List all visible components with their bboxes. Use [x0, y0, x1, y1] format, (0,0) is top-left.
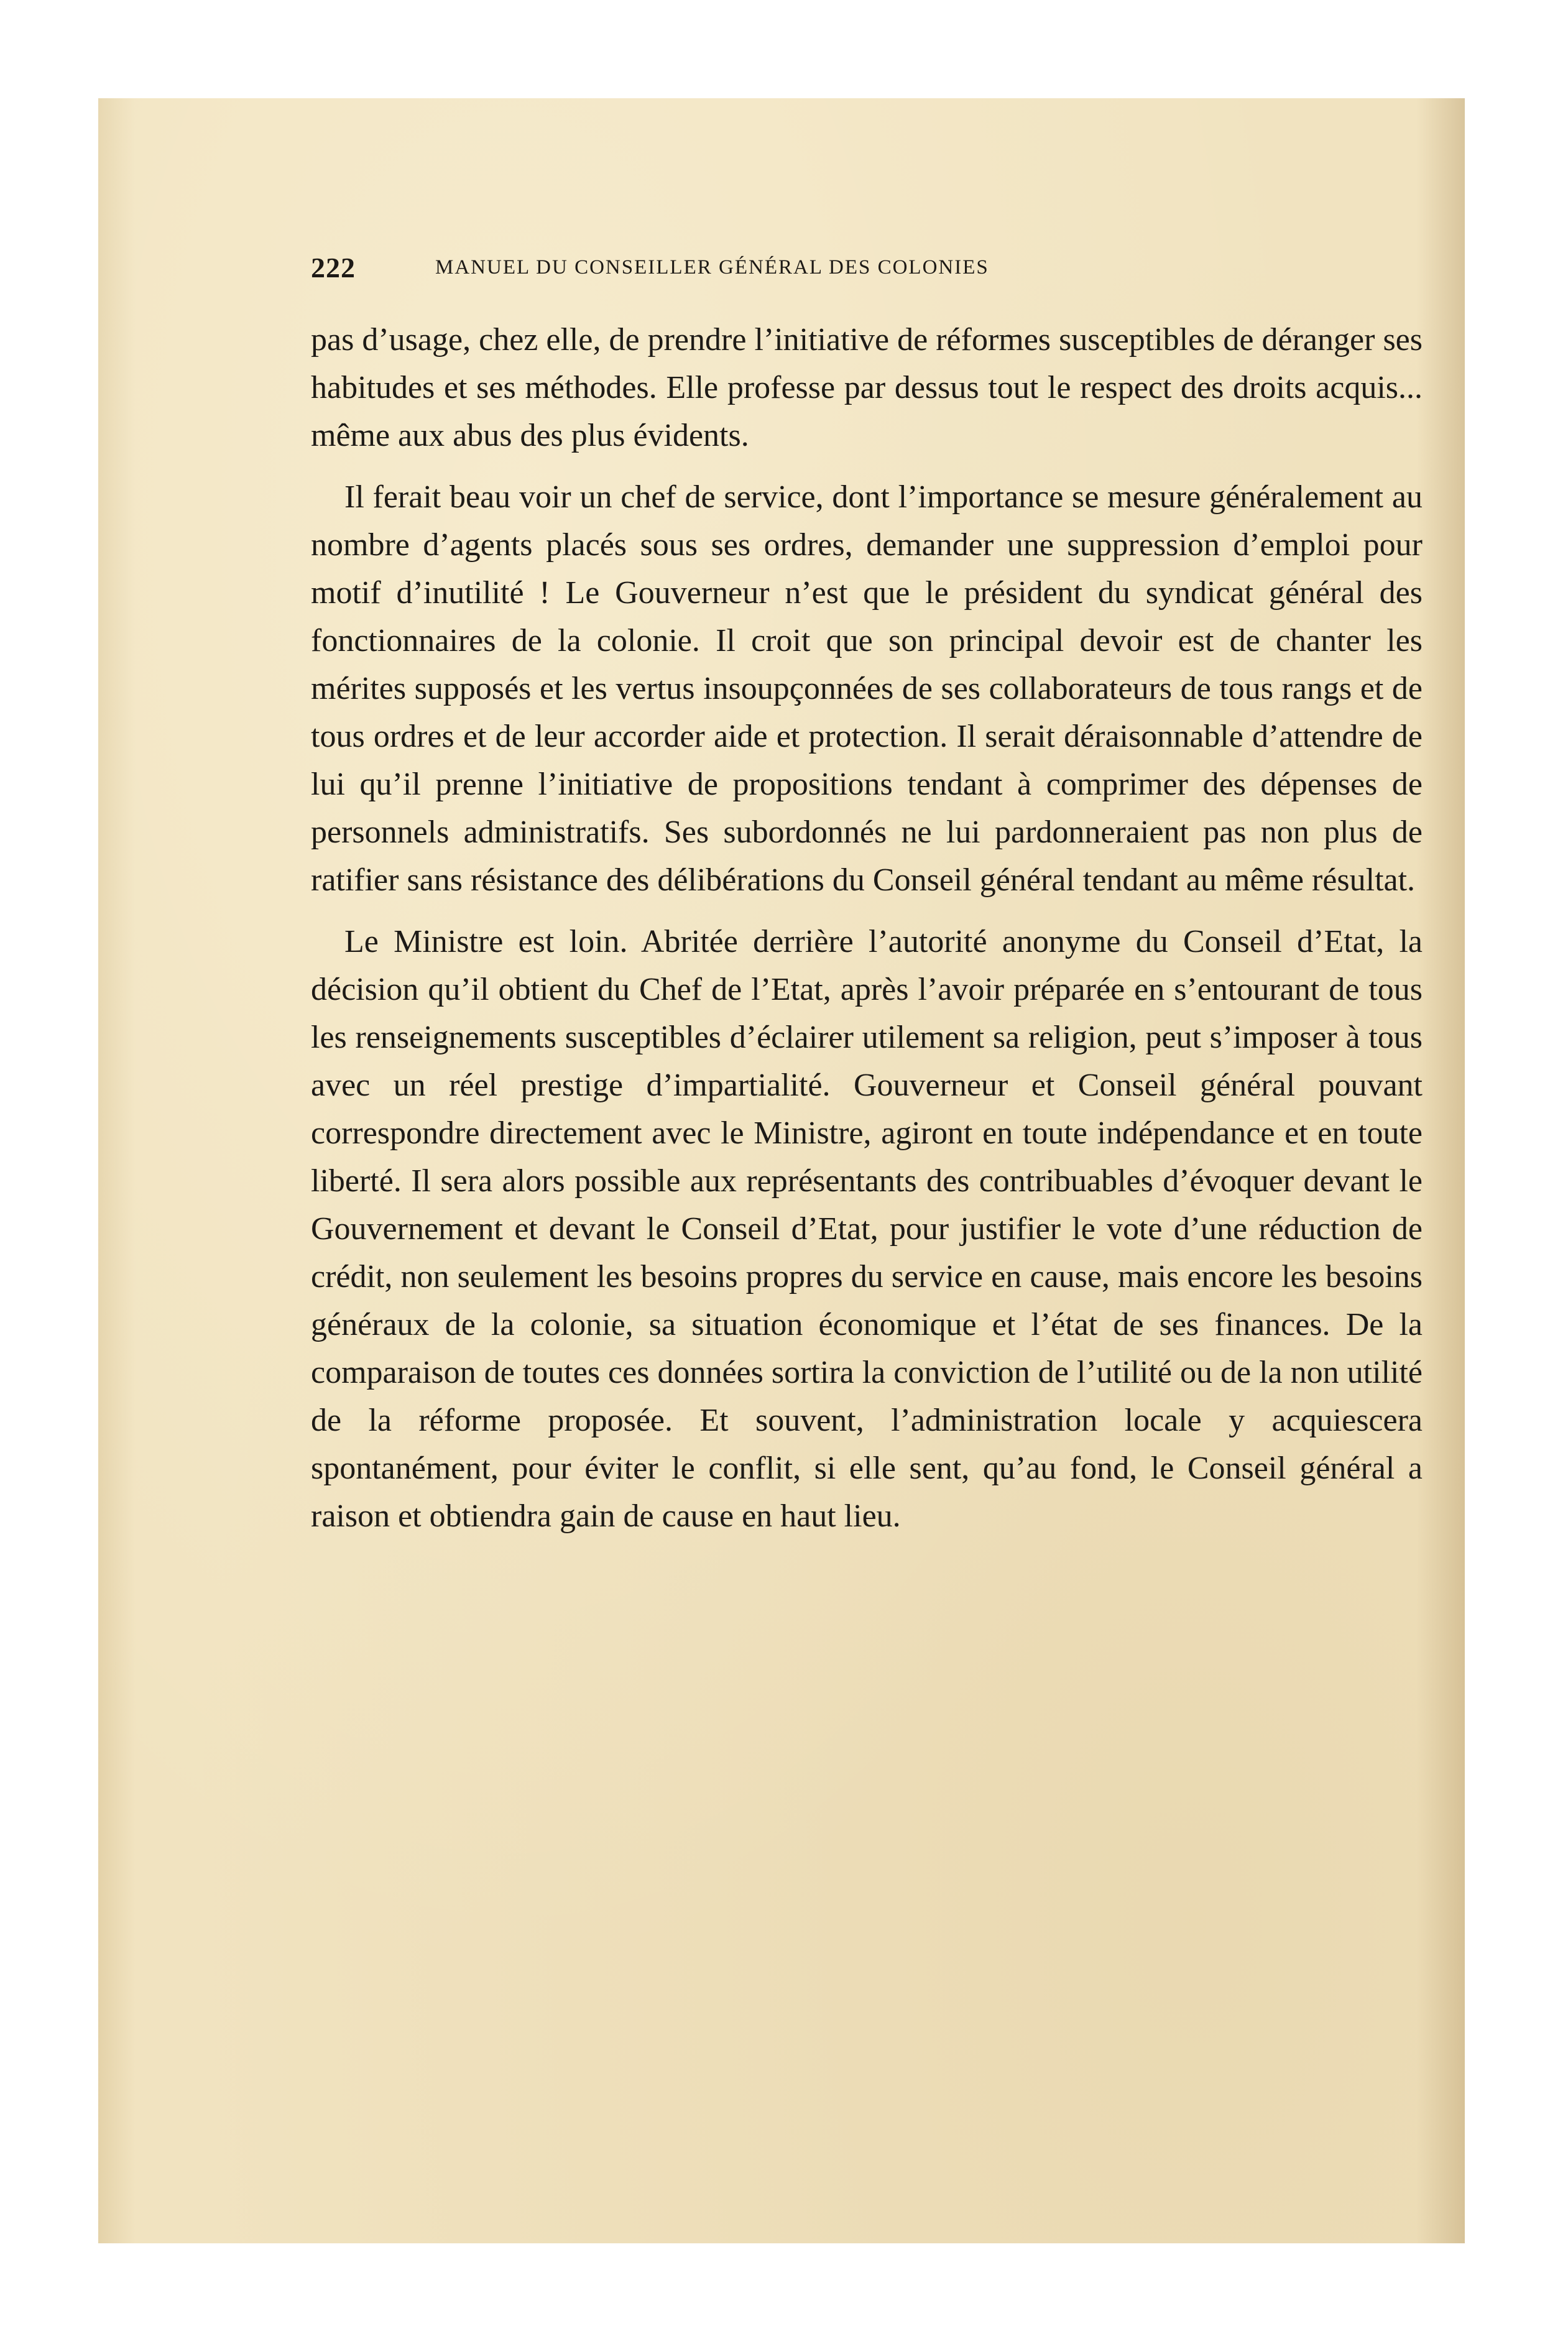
book-page — [98, 98, 1465, 2243]
paragraph-le-ministre: Le Ministre est loin. Abritée derrière l’autorité anonyme du Conseil d’Etat, la décision qu’il obtient du Chef de l’Etat, après l’avoir préparée en s’entourant de tous les renseignements susceptibles d’éclairer utilement sa religion, peut s’imposer à tous avec un réel prestige d’impartialité. Gouverneur et Conseil général pouvant correspondre directement avec le Ministre, agiront en toute indépendance et en toute liberté. Il sera alors possible aux représentants des contribuables d’évoquer devant le Gouvernement et devant le Conseil d’Etat, pour justifier le vote d’une réduction de crédit, non seulement les besoins propres du service en cause, mais encore les besoins généraux de la colonie, sa situation économique et l’état de ses finances. De la comparaison de toutes ces données sortira la conviction de l’utilité ou de la non utilité de la réforme proposée. Et souvent, l’administration locale y acquiescera spontanément, pour éviter le conflit, si elle sent, qu’au fond, le Conseil général a raison et obtiendra gain de cause en haut lieu. — [311, 924, 1423, 1534]
page-header — [311, 251, 1268, 288]
paragraph-chef-de-service: Il ferait beau voir un chef de service, dont l’importance se mesure généralement au nombre d’agents placés sous ses ordres, demander une suppression d’emploi pour motif d’inutilité ! Le Gouverneur n’est que le président du syndicat général des fonctionnaires de la colonie. Il croit que son principal devoir est de chanter les mérites supposés et les vertus insoupçonnées de ses collaborateurs de tous rangs et de tous ordres et de leur accorder aide et protection. Il serait déraisonnable d’attendre de lui qu’il prenne l’initiative de propositions tendant à comprimer des dépenses de personnels administratifs. Ses subordonnés ne lui pardonneraient pas non plus de ratifier sans résistance des délibérations du Conseil général tendant au même résultat. — [311, 479, 1423, 898]
page-number: 222 — [311, 252, 356, 284]
running-title: MANUEL DU CONSEILLER GÉNÉRAL DES COLONIES — [435, 256, 989, 279]
body-text — [311, 316, 1423, 1540]
paragraph-continuation: pas d’usage, chez elle, de prendre l’initiative de réformes susceptibles de déranger ses habitudes et ses méthodes. Elle professe par dessus tout le respect des droits acquis... même aux abus des plus évidents. — [311, 322, 1423, 453]
